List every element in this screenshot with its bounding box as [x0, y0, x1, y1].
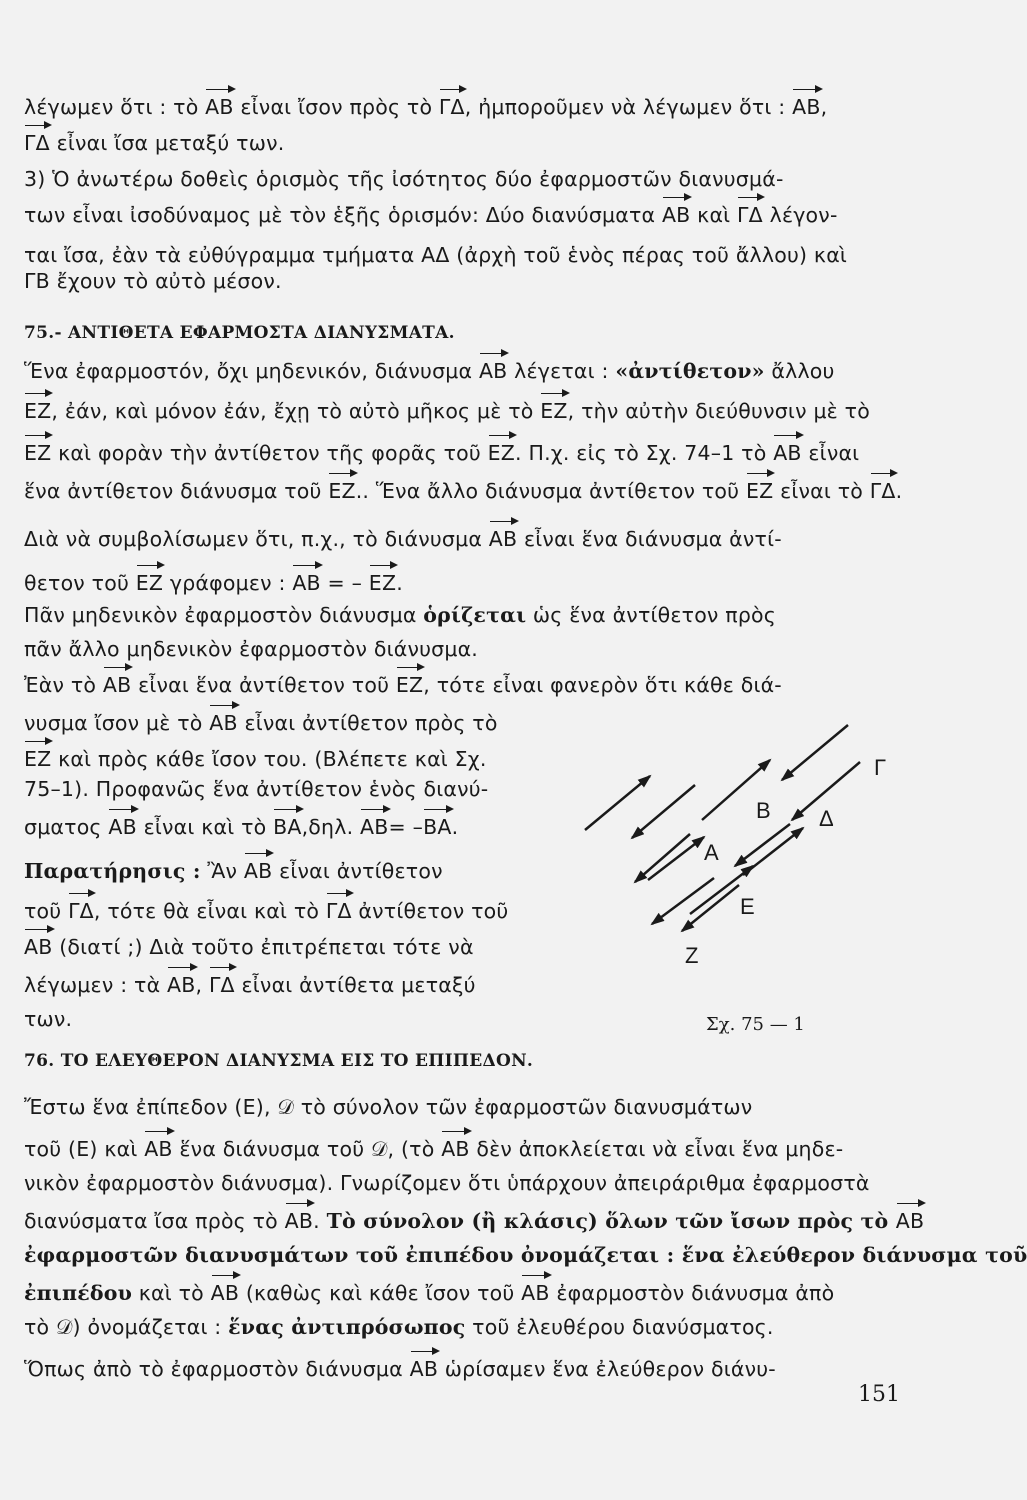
vector-notation: ΓΔ [24, 128, 50, 158]
text-line [24, 1046, 914, 1076]
vector-notation: ΓΔ [439, 92, 465, 122]
text-run: λέγωμεν ὅτι : τὸ [24, 95, 206, 119]
text-line [24, 812, 544, 842]
text-run: ἄλλου [764, 359, 835, 383]
text-run: ΓΒ ἔχουν τὸ αὐτὸ μέσον. [24, 269, 282, 293]
vector-notation: ΑΒ [441, 1134, 470, 1164]
text-run: λέγον- [762, 203, 838, 227]
vector-notation: ΑΒ [489, 524, 518, 554]
text-line [24, 670, 914, 700]
vector-notation: ΑΒ [209, 708, 238, 738]
vector-notation: ΑΒ [792, 92, 821, 122]
label-gamma: Γ [874, 755, 887, 780]
figure-75-1 [570, 720, 930, 1030]
text-run: εἶναι ἴσα μεταξύ των. [49, 131, 285, 155]
label-z: Ζ [685, 943, 699, 968]
text-run: 3) Ὁ ἀνωτέρω δοθεὶς ὁρισμὸς τῆς ἰσότητος δύο ἐφαρμοστῶν διανυσμά- [24, 167, 784, 191]
text-run: εἶναι ἀντίθετα μεταξύ [234, 973, 476, 997]
text-run: Πᾶν μηδενικὸν ἐφαρμοστὸν διάνυσμα [24, 603, 424, 627]
bold-text: ἕνας ἀντιπρόσωπος [228, 1315, 466, 1339]
vector-notation: ΕΖ [540, 396, 567, 426]
vector-notation: ΑΒ [896, 1206, 925, 1236]
bold-text: ἐφαρμοστῶν διανυσμάτων τοῦ ἐπιπέδου ὀνομάζεται : ἕνα ἐλεύθερον διάνυσμα τοῦ [24, 1243, 1027, 1267]
text-line [24, 856, 544, 886]
vector-notation: ΕΖ [136, 568, 163, 598]
text-line [24, 774, 544, 804]
text-run: καὶ φορὰν τὴν ἀντίθετον τῆς φορᾶς τοῦ [51, 441, 488, 465]
text-run: , [820, 95, 828, 119]
text-run: (διατί ;) Διὰ τοῦτο ἐπιτρέπεται τότε νὰ [52, 935, 474, 959]
text-line [24, 1206, 925, 1236]
text-line [24, 1312, 914, 1342]
text-run: καὶ τὸ [132, 1281, 211, 1305]
text-run: τοῦ (Ε) καὶ [24, 1137, 145, 1161]
text-run: σματος [24, 815, 109, 839]
text-line [24, 1278, 914, 1308]
vector-notation: ΕΖ [24, 744, 51, 774]
label-a: Α [704, 840, 719, 865]
text-run: Ἐὰν τὸ [24, 673, 103, 697]
vector-notation: ΑΒ [167, 970, 196, 1000]
vector-notation: ΑΒ [211, 1278, 240, 1308]
text-run: ἕνα διάνυσμα τοῦ 𝒟, (τὸ [172, 1137, 442, 1161]
text-run: , ἠμποροῦμεν νὰ λέγωμεν ὅτι : [464, 95, 793, 119]
vector-notation: ΑΒ [285, 1206, 314, 1236]
section-heading: 76. ΤΟ ΕΛΕΥΘΕΡΟΝ ΔΙΑΝΥΣΜΑ ΕΙΣ ΤΟ ΕΠΙΠΕΔΟΝ. [24, 1051, 534, 1071]
vector-notation: ΕΖ [328, 476, 355, 506]
text-run: = – [320, 571, 369, 595]
vector-notation: ΕΖ [24, 438, 51, 468]
text-line [24, 932, 544, 962]
vector-notation: ΑΒ [144, 1134, 173, 1164]
text-run: . [396, 571, 403, 595]
text-run: .. Ἕνα ἄλλο διάνυσμα ἀντίθετον τοῦ [355, 479, 746, 503]
text-line [24, 744, 544, 774]
bold-text: Παρατήρησις : [24, 859, 201, 883]
vector-diagram [570, 720, 930, 1030]
text-run: , ἐάν, καὶ μόνον ἐάν, ἔχῃ τὸ αὐτὸ μῆκος μὲ τὸ [51, 399, 541, 423]
text-line [24, 568, 914, 598]
vector-notation: ΕΖ [488, 438, 515, 468]
text-run: ὡρίσαμεν ἕνα ἐλεύθερον διάνυ- [438, 1357, 776, 1381]
text-run: εἶναι ἕνα ἀντίθετον τοῦ [131, 673, 396, 697]
text-run: , τὴν αὐτὴν διεύθυνσιν μὲ τὸ [567, 399, 870, 423]
text-run: . [895, 479, 903, 503]
text-run: τὸ 𝒟) ὀνομάζεται : [24, 1315, 229, 1339]
text-line [24, 318, 914, 348]
vector-arrow [648, 837, 704, 880]
bold-text: ὁρίζεται [423, 603, 527, 627]
vector-notation: ΑΒ [244, 856, 273, 886]
text-line [24, 356, 914, 386]
text-run: , τότε εἶναι φανερὸν ὅτι κάθε διά- [423, 673, 782, 697]
vector-notation: ΑΒ [360, 812, 389, 842]
text-run: ,δηλ. [301, 815, 361, 839]
text-run: Ἕνα ἐφαρμοστόν, ὄχι μηδενικόν, διάνυσμα [24, 359, 479, 383]
label-delta: Δ [819, 806, 834, 831]
vector-notation: ΑΒ [205, 92, 234, 122]
text-line [24, 396, 914, 426]
text-line [24, 164, 914, 194]
text-run: εἶναι ἀντίθετον [272, 859, 443, 883]
text-run: . Π.χ. εἰς τὸ Σχ. 74–1 τὸ [515, 441, 774, 465]
text-run: , [195, 973, 209, 997]
text-run: (καθὼς καὶ κάθε ἴσον τοῦ [239, 1281, 522, 1305]
bold-text: ἐπιπέδου [24, 1281, 133, 1305]
vector-arrow [632, 785, 695, 838]
vector-notation: ΑΒ [410, 1354, 439, 1384]
text-run: των. [24, 1007, 73, 1031]
vector-notation: ΓΔ [326, 896, 352, 926]
vector-notation: ΕΖ [746, 476, 773, 506]
text-line [24, 1092, 914, 1122]
vector-notation: ΓΔ [209, 970, 235, 1000]
text-run: , τότε θὰ εἶναι καὶ τὸ [93, 899, 326, 923]
text-run: λέγωμεν : τὰ [24, 973, 167, 997]
text-run: λέγεται : [507, 359, 616, 383]
page-number: 151 [858, 1382, 900, 1407]
text-line [24, 524, 914, 554]
vector-notation: ΕΖ [396, 670, 423, 700]
label-e: Ε [740, 894, 755, 919]
text-line [24, 200, 914, 230]
text-line [24, 1354, 914, 1384]
vector-arrow [652, 878, 714, 924]
text-run: γράφομεν : [163, 571, 293, 595]
text-line [24, 970, 544, 1000]
text-line [24, 1134, 914, 1164]
text-run: Ὅπως ἀπὸ τὸ ἐφαρμοστὸν διάνυσμα [24, 1357, 410, 1381]
text-run: καὶ πρὸς κάθε ἴσον του. (Βλέπετε καὶ Σχ. [51, 747, 487, 771]
vector-notation: ΕΖ [369, 568, 396, 598]
vector-notation: ΑΒ [108, 812, 137, 842]
text-line [24, 1004, 544, 1034]
text-run: ἀντίθετον τοῦ [351, 899, 509, 923]
text-run: εἶναι τὸ [773, 479, 870, 503]
vector-notation: ΓΔ [737, 200, 763, 230]
text-run: Διὰ νὰ συμβολίσωμεν ὅτι, π.χ., τὸ διάνυσμα [24, 527, 489, 551]
text-run: . [451, 815, 459, 839]
text-run: νικὸν ἐφαρμοστὸν διάνυσμα). Γνωρίζομεν ὅτι ὑπάρχουν ἀπειράριθμα ἐφαρμοστὰ [24, 1171, 870, 1195]
vector-notation: ΑΒ [662, 200, 691, 230]
figure-caption: Σχ. 75 — 1 [706, 1014, 805, 1035]
text-line [24, 92, 914, 122]
text-run: 75–1). Προφανῶς ἕνα ἀντίθετον ἑνὸς διανύ- [24, 777, 489, 801]
text-run: εἶναι καὶ τὸ [136, 815, 274, 839]
vector-notation: ΕΖ [24, 396, 51, 426]
text-run: καὶ [690, 203, 738, 227]
text-run: τοῦ ἐλευθέρου διανύσματος. [465, 1315, 774, 1339]
text-run: ἐφαρμοστὸν διάνυσμα ἀπὸ [549, 1281, 835, 1305]
vector-arrow [782, 725, 848, 780]
text-line [24, 896, 544, 926]
vector-notation: ΒΑ [273, 812, 302, 842]
text-line [24, 438, 914, 468]
text-run: εἶναι ἀντίθετον πρὸς τὸ [237, 711, 498, 735]
text-run: τοῦ [24, 899, 69, 923]
text-line [24, 634, 914, 664]
text-line [24, 1168, 914, 1198]
text-run: νυσμα ἴσον μὲ τὸ [24, 711, 210, 735]
text-run: ὡς ἕνα ἀντίθετον πρὸς [526, 603, 777, 627]
text-run: Ἔστω ἕνα ἐπίπεδον (Ε), 𝒟 τὸ σύνολον τῶν ἐφαρμοστῶν διανυσμάτων [24, 1095, 753, 1119]
vector-notation: ΑΒ [521, 1278, 550, 1308]
text-line [24, 476, 914, 506]
vector-notation: ΓΔ [870, 476, 896, 506]
vector-notation: ΑΒ [292, 568, 321, 598]
vector-arrow [682, 885, 739, 931]
text-line [24, 266, 914, 296]
text-run: των εἶναι ἰσοδύναμος μὲ τὸν ἑξῆς ὁρισμόν: Δύο διανύσματα [24, 203, 662, 227]
text-run: . [313, 1209, 327, 1233]
text-line [24, 600, 914, 630]
text-run: εἶναι ἕνα διάνυσμα ἀντί- [517, 527, 782, 551]
vector-notation: ΑΒ [24, 932, 53, 962]
vector-arrow [635, 834, 690, 882]
bold-text: «ἀντίθετον» [615, 359, 765, 383]
text-run: = – [388, 815, 424, 839]
text-run: εἶναι ἴσον πρὸς τὸ [233, 95, 439, 119]
text-run: διανύσματα ἴσα πρὸς τὸ [24, 1209, 285, 1233]
text-run: θετον τοῦ [24, 571, 136, 595]
text-run: δὲν ἀποκλείεται νὰ εἶναι ἕνα μηδε- [469, 1137, 844, 1161]
text-run: ἕνα ἀντίθετον διάνυσμα τοῦ [24, 479, 329, 503]
text-run: ται ἴσα, ἐὰν τὰ εὐθύγραμμα τμήματα ΑΔ (ἀρχὴ τοῦ ἑνὸς πέρας τοῦ ἄλλου) καὶ [24, 243, 848, 267]
vector-notation: ΓΔ [68, 896, 94, 926]
vector-notation: ΒΑ [423, 812, 452, 842]
text-run: Ἂν [200, 859, 244, 883]
vector-arrow [585, 776, 650, 830]
text-run: εἶναι [801, 441, 860, 465]
vector-notation: ΑΒ [479, 356, 508, 386]
vector-notation: ΑΒ [103, 670, 132, 700]
text-line [24, 1240, 1027, 1270]
text-line [24, 708, 544, 738]
text-line [24, 128, 914, 158]
text-run: πᾶν ἄλλο μηδενικὸν ἐφαρμοστὸν διάνυσμα. [24, 637, 479, 661]
section-heading: 75.- ΑΝΤΙΘΕΤΑ ΕΦΑΡΜΟΣΤΑ ΔΙΑΝΥΣΜΑΤΑ. [24, 323, 455, 343]
bold-text: Τὸ σύνολον (ἢ κλάσις) ὅλων τῶν ἴσων πρὸς τὸ [326, 1209, 896, 1233]
vector-notation: ΑΒ [773, 438, 802, 468]
label-b: Β [756, 798, 771, 823]
